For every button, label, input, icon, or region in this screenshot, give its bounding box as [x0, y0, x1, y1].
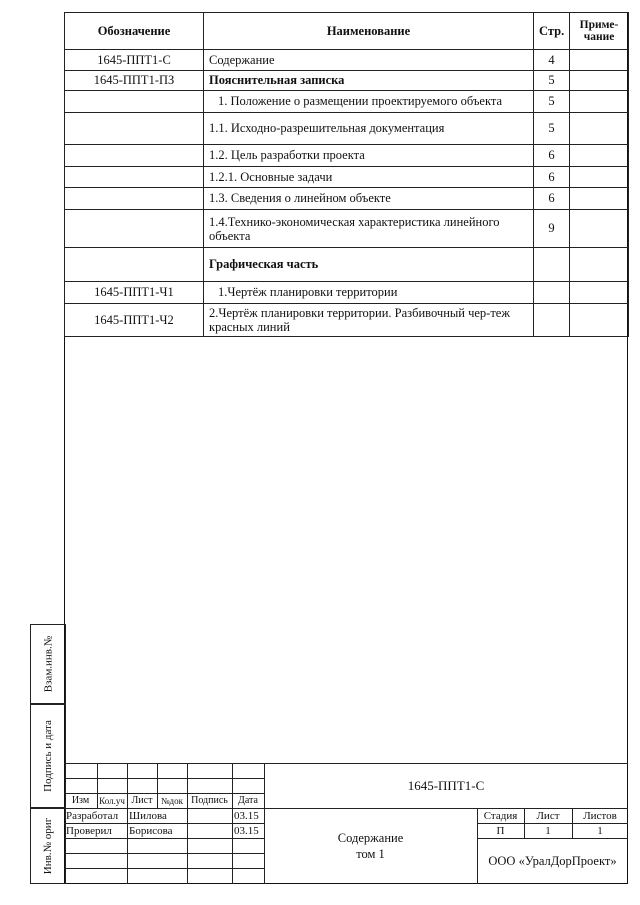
- row-note: [570, 304, 629, 337]
- stamp-sign-date: [30, 704, 66, 808]
- table-row: [65, 145, 629, 167]
- checker-role: Проверил: [66, 824, 112, 837]
- row-note: [570, 50, 629, 71]
- col-izm: Изм: [71, 795, 90, 806]
- row-note: [570, 91, 629, 113]
- stamp-inv-orig: [30, 808, 66, 884]
- sheets-value: 1: [597, 824, 603, 837]
- col-date: Дата: [238, 795, 258, 806]
- table-row: [65, 282, 629, 304]
- col-sign: Подпись: [191, 795, 228, 806]
- row-name: 1. Положение о размещении проектируемого объекта: [204, 91, 534, 113]
- row-name: 1.4.Технико-экономическая характеристика линейного объекта: [204, 210, 534, 248]
- row-code: [65, 167, 204, 188]
- row-code: [65, 188, 204, 210]
- row-page: [534, 304, 570, 337]
- row-page: 5: [534, 91, 570, 113]
- row-name: 1.2. Цель разработки проекта: [204, 145, 534, 167]
- table-row: [65, 304, 629, 337]
- row-name: 1.Чертёж планировки территории: [204, 282, 534, 304]
- row-name: Графическая часть: [204, 248, 534, 282]
- stage-value: П: [496, 824, 505, 837]
- doc-title-line2: том 1: [356, 847, 385, 861]
- row-note: [570, 188, 629, 210]
- col-ndok: №док: [160, 795, 184, 806]
- row-name: 1.3. Сведения о линейном объекте: [204, 188, 534, 210]
- row-code: [65, 248, 204, 282]
- header-note: Приме- чание: [570, 13, 629, 50]
- company-name: ООО «УралДорПроект»: [488, 853, 617, 868]
- table-header-row: [65, 13, 629, 50]
- sheets-label: Листов: [583, 809, 617, 822]
- row-page: 4: [534, 50, 570, 71]
- developer-role: Разработал: [66, 809, 119, 822]
- row-page: [534, 282, 570, 304]
- col-kol: Кол.уч: [99, 795, 125, 806]
- stamp-inv-orig-label: Инв.№ ориг: [42, 817, 55, 875]
- row-code: [65, 145, 204, 167]
- sheet-value: 1: [545, 824, 551, 837]
- row-code: 1645-ППТ1-С: [65, 50, 204, 71]
- title-block: [64, 763, 628, 884]
- row-page: 6: [534, 145, 570, 167]
- table-row: [65, 71, 629, 91]
- row-page: 5: [534, 113, 570, 145]
- stamp-inv-zam: [30, 624, 66, 704]
- contents-table: [64, 12, 629, 337]
- row-note: [570, 282, 629, 304]
- stage-label: Стадия: [483, 809, 518, 822]
- table-row: [65, 50, 629, 71]
- header-name: Наименование: [204, 13, 534, 50]
- row-code: [65, 210, 204, 248]
- row-code: 1645-ППТ1-ПЗ: [65, 71, 204, 91]
- checker-name: Борисова: [129, 824, 173, 837]
- row-code: [65, 113, 204, 145]
- row-note: [570, 167, 629, 188]
- row-name: 1.1. Исходно-разрешительная документация: [204, 113, 534, 145]
- row-page: 6: [534, 167, 570, 188]
- row-note: [570, 210, 629, 248]
- row-page: 9: [534, 210, 570, 248]
- developer-date: 03.15: [234, 809, 259, 822]
- table-row: [65, 91, 629, 113]
- doc-title: [264, 808, 477, 884]
- stamp-sign-date-label: Подпись и дата: [42, 720, 54, 792]
- table-row: [65, 167, 629, 188]
- sheet-label: Лист: [536, 809, 560, 822]
- row-name: 1.2.1. Основные задачи: [204, 167, 534, 188]
- row-code: 1645-ППТ1-Ч2: [65, 304, 204, 337]
- row-note: [570, 145, 629, 167]
- row-note: [570, 71, 629, 91]
- table-row: [65, 188, 629, 210]
- stamp-inv-zam-label: Взам.инв.№: [42, 635, 54, 693]
- row-page: 6: [534, 188, 570, 210]
- row-note: [570, 248, 629, 282]
- header-page: Стр.: [534, 13, 570, 50]
- doc-code: 1645-ППТ1-С: [407, 777, 485, 793]
- table-row: [65, 248, 629, 282]
- doc-title-line1: Содержание: [337, 831, 404, 845]
- table-row: [65, 113, 629, 145]
- header-designation: Обозначение: [65, 13, 204, 50]
- developer-name: Шилова: [129, 809, 167, 822]
- checker-date: 03.15: [234, 824, 259, 837]
- row-page: [534, 248, 570, 282]
- col-list: Лист: [131, 795, 153, 806]
- row-code: [65, 91, 204, 113]
- row-name: 2.Чертёж планировки территории. Разбивочный чер-теж красных линий: [204, 304, 534, 337]
- row-note: [570, 113, 629, 145]
- row-code: 1645-ППТ1-Ч1: [65, 282, 204, 304]
- row-name: Содержание: [204, 50, 534, 71]
- row-name: Пояснительная записка: [204, 71, 534, 91]
- table-row: [65, 210, 629, 248]
- row-page: 5: [534, 71, 570, 91]
